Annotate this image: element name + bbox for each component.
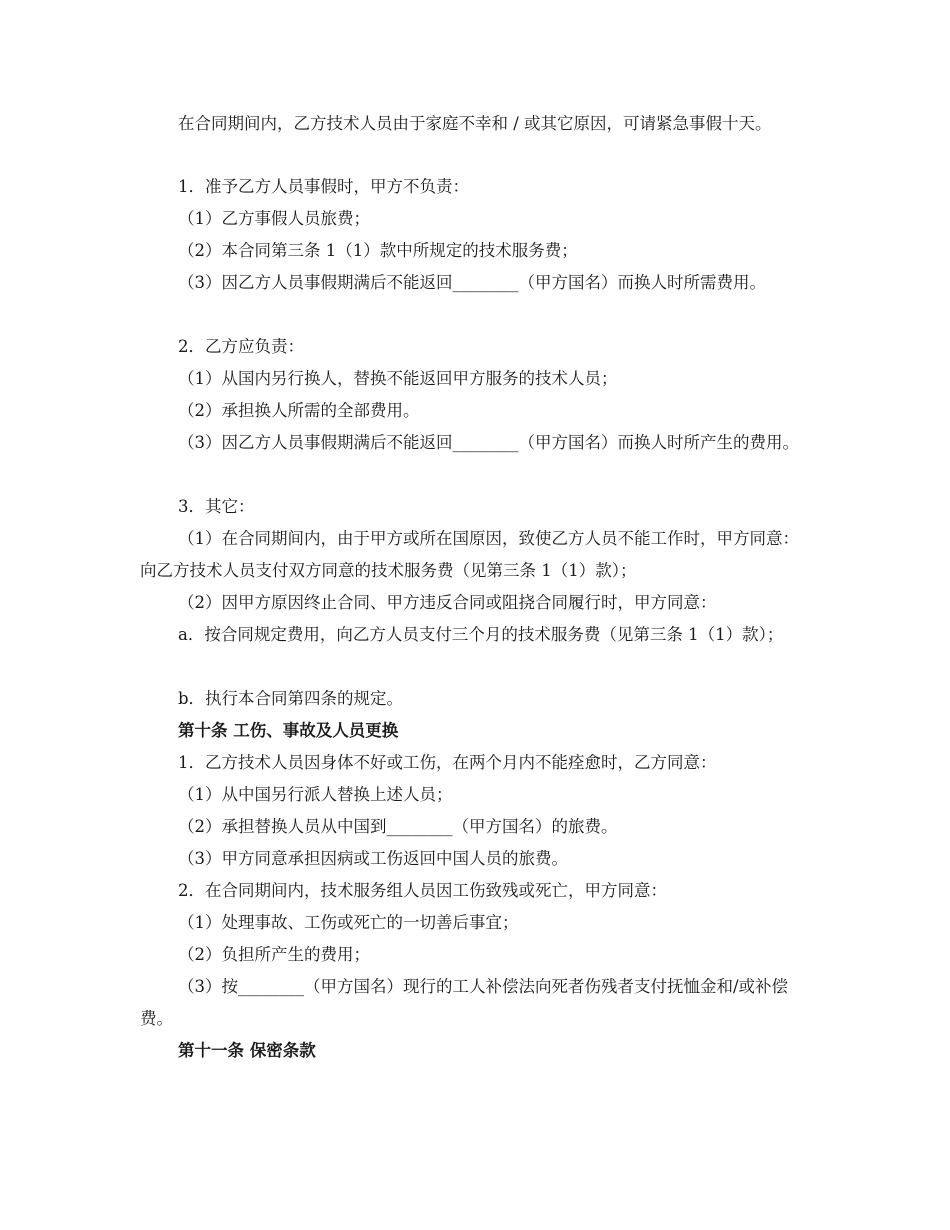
article-10-heading: 第十条 工伤、事故及人员更换 [178,721,399,740]
clause-2-item-2: （2）承担换人所需的全部费用。 [178,401,420,420]
clause-2-item-1: （1）从国内另行换人，替换不能返回甲方服务的技术人员； [178,369,618,388]
article-10-clause-2: 2．在合同期间内，技术服务组人员因工伤致残或死亡，甲方同意： [178,881,667,900]
clause-1-item-1: （1）乙方事假人员旅费； [178,209,370,228]
paragraph-emergency-leave: 在合同期间内，乙方技术人员由于家庭不幸和 / 或其它原因，可请紧急事假十天。 [178,114,772,133]
article-11-heading: 第十一条 保密条款 [178,1041,316,1060]
clause-1-item-2: （2）本合同第三条 1（1）款中所规定的技术服务费； [178,241,578,260]
article-10-clause-2-item-2: （2）负担所产生的费用； [178,945,370,964]
clause-3-item-1: （1）在合同期间内，由于甲方或所在国原因，致使乙方人员不能工作时，甲方同意：向乙方技术人员支付双方同意的技术服务费（见第三条 1（1）款）； [140,529,799,580]
clause-1-heading: 1．准予乙方人员事假时，甲方不负责： [178,177,469,196]
article-10-clause-2-item-3: （3）按________（甲方国名）现行的工人补偿法向死者伤残者支付抚恤金和/或补偿费。 [140,977,789,1028]
article-10-clause-2-item-1: （1）处理事故、工伤或死亡的一切善后事宜； [178,913,519,932]
clause-2-heading: 2．乙方应负责： [178,337,304,356]
clause-3-item-a: a．按合同规定费用，向乙方人员支付三个月的技术服务费（见第三条 1（1）款）； [178,625,784,644]
clause-3-item-b: b．执行本合同第四条的规定。 [178,689,404,708]
article-10-clause-1-item-3: （3）甲方同意承担因病或工伤返回中国人员的旅费。 [178,849,568,868]
article-10-clause-1: 1．乙方技术人员因身体不好或工伤，在两个月内不能痊愈时，乙方同意： [178,753,717,772]
clause-3-heading: 3．其它： [178,497,255,516]
clause-2-item-3: （3）因乙方人员事假期满后不能返回________（甲方国名）而换人时所产生的费用。 [178,433,799,452]
clause-3-item-2: （2）因甲方原因终止合同、甲方违反合同或阻挠合同履行时，甲方同意： [178,593,717,612]
article-10-clause-1-item-2: （2）承担替换人员从中国到________（甲方国名）的旅费。 [178,817,618,836]
article-10-clause-1-item-1: （1）从中国另行派人替换上述人员； [178,785,453,804]
clause-1-item-3: （3）因乙方人员事假期满后不能返回________（甲方国名）而换人时所需费用。 [178,273,766,292]
